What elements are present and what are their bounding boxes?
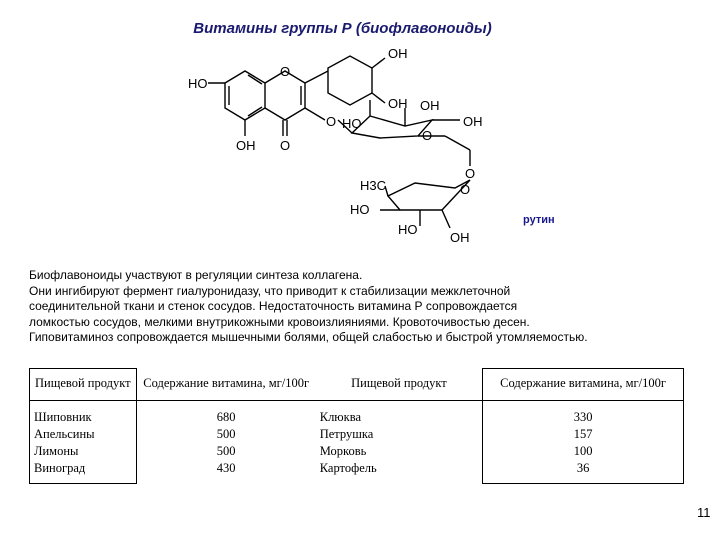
molecule-label: O bbox=[326, 114, 337, 129]
molecule-label: HO bbox=[350, 202, 370, 217]
page-title: Витамины группы Р (биофлавоноиды) bbox=[193, 20, 492, 37]
table-cell: Морковь bbox=[319, 444, 367, 458]
molecule-label: O bbox=[280, 64, 291, 79]
table-cell: 157 bbox=[573, 427, 593, 441]
paragraph-line: Гиповитаминоз сопровождается мышечными болями, общей слабостью и быстрой утомляемостью. bbox=[29, 330, 588, 344]
table-cell: 430 bbox=[216, 461, 236, 475]
table-cell: 500 bbox=[216, 444, 236, 458]
table-cell: Картофель bbox=[319, 461, 377, 475]
molecule-name: рутин bbox=[523, 214, 555, 226]
table-cell: Шиповник bbox=[34, 410, 92, 424]
table-cell: Петрушка bbox=[319, 427, 374, 441]
rutin-structural-formula bbox=[170, 38, 530, 248]
paragraph-line: соединительной ткани и стенок сосудов. Недостаточность витамина Р сопровождается bbox=[29, 299, 518, 313]
page-number: 11 bbox=[697, 505, 711, 520]
table-cell-products-left bbox=[30, 401, 137, 484]
molecule-label: OH bbox=[420, 98, 440, 113]
table-header: Пищевой продукт bbox=[30, 369, 137, 401]
molecule-label: HO bbox=[398, 222, 418, 237]
molecule-label: O bbox=[460, 182, 471, 197]
rutin-structure bbox=[170, 38, 530, 248]
molecule-label: OH bbox=[450, 230, 470, 245]
table-cell: Виноград bbox=[34, 461, 86, 475]
table-cell: 680 bbox=[216, 410, 236, 424]
table-cell: 500 bbox=[216, 427, 236, 441]
vitamin-content-table bbox=[29, 368, 684, 484]
paragraph-line: Они ингибируют фермент гиалуронидазу, что приводит к стабилизации межклеточной bbox=[29, 283, 511, 298]
molecule-label: H3C bbox=[360, 178, 387, 193]
table-cell-values-right bbox=[483, 401, 684, 484]
molecule-label: HO bbox=[188, 76, 208, 91]
molecule-label: OH bbox=[388, 46, 408, 61]
molecule-label: OH bbox=[388, 96, 408, 111]
table-cell: Апельсины bbox=[34, 427, 95, 441]
table-cell: Клюква bbox=[319, 410, 362, 424]
molecule-label: OH bbox=[463, 114, 483, 129]
paragraph-line: ломкостью сосудов, мелкими внутрикожными кровоизлияниями. Кровоточивостью десен. bbox=[29, 314, 530, 329]
table-cell-values-left bbox=[136, 401, 316, 484]
table-cell-products-right bbox=[316, 401, 483, 484]
table-header: Содержание витамина, мг/100г bbox=[483, 369, 684, 401]
molecule-label: O bbox=[465, 166, 476, 181]
table-header: Содержание витамина, мг/100г bbox=[136, 369, 316, 401]
table-header: Пищевой продукт bbox=[316, 369, 483, 401]
table-cell: 330 bbox=[573, 410, 593, 424]
molecule-label: O bbox=[280, 138, 291, 153]
paragraph-line: Биофлавоноиды участвуют в регуляции синтеза коллагена. bbox=[29, 268, 363, 282]
molecule-label: O bbox=[422, 128, 433, 143]
molecule-label: HO bbox=[342, 116, 362, 131]
molecule-label: OH bbox=[236, 138, 256, 153]
description-paragraph bbox=[29, 268, 694, 346]
table-cell: Лимоны bbox=[34, 444, 79, 458]
table-cell: 36 bbox=[576, 461, 590, 475]
table-cell: 100 bbox=[573, 444, 593, 458]
